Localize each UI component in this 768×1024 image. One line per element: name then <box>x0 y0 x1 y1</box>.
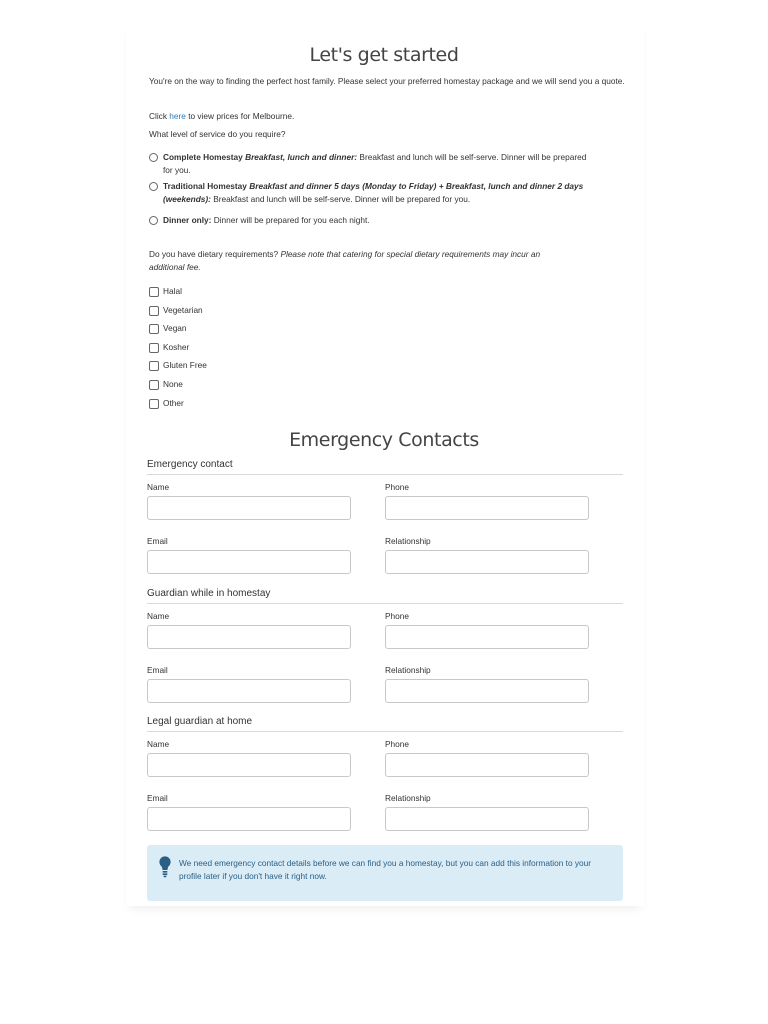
homestay-guardian-phone-input[interactable] <box>385 625 589 649</box>
dietary-question-text: Do you have dietary requirements? <box>149 249 279 259</box>
dietary-checkbox[interactable] <box>149 361 159 371</box>
service-option-text: Breakfast and lunch will be self-serve. Dinner will be prepared for you. <box>163 152 587 175</box>
homestay-guardian-relationship-label: Relationship <box>385 665 431 675</box>
homestay-guardian-email-input[interactable] <box>147 679 351 703</box>
emergency-contact-phone-label: Phone <box>385 482 409 492</box>
dietary-option-label: Vegetarian <box>163 304 203 315</box>
emergency-contact-name-label: Name <box>147 482 170 492</box>
homestay-guardian-name-label: Name <box>147 611 170 621</box>
info-note-text: We need emergency contact details before we can find you a homestay, but you can add this information to your profile later if you don't have it right now. <box>179 858 592 881</box>
service-option-text: Dinner will be prepared for you each night. <box>211 215 370 225</box>
dietary-option-label: Gluten Free <box>163 360 207 371</box>
service-radio-complete[interactable] <box>149 153 158 162</box>
emergency-contact-relationship-label: Relationship <box>385 536 431 546</box>
dietary-option-label: Kosher <box>163 341 190 352</box>
service-option-complete <box>163 151 593 177</box>
service-option-dinner-only <box>163 214 593 227</box>
dietary-option-label: Other <box>163 397 184 408</box>
service-option-name: Complete Homestay <box>163 152 243 162</box>
service-option-text: Breakfast and lunch will be self-serve. Dinner will be prepared for you. <box>210 194 471 204</box>
home-guardian-name-label: Name <box>147 739 170 749</box>
emergency-title: Emergency Contacts <box>289 429 479 451</box>
homestay-guardian-email-label: Email <box>147 665 168 675</box>
emergency-contact-relationship-input[interactable] <box>385 550 589 574</box>
dietary-checkbox[interactable] <box>149 287 159 297</box>
home-guardian-phone-label: Phone <box>385 739 409 749</box>
lightbulb-icon <box>159 856 171 878</box>
dietary-note: Please note that catering for special dietary requirements may incur an additional fee. <box>149 249 541 272</box>
home-guardian-relationship-label: Relationship <box>385 793 431 803</box>
dietary-checkbox[interactable] <box>149 306 159 316</box>
dietary-option-label: Halal <box>163 286 182 296</box>
service-radio-dinner-only[interactable] <box>149 216 158 225</box>
dietary-option-label: None <box>163 379 183 389</box>
page-title: Let's get started <box>309 44 459 66</box>
home-guardian-relationship-input[interactable] <box>385 807 589 831</box>
emergency-contact-email-input[interactable] <box>147 550 351 574</box>
dietary-checkbox[interactable] <box>149 380 159 390</box>
homestay-guardian-heading: Guardian while in homestay <box>147 588 623 604</box>
emergency-contact-name-input[interactable] <box>147 496 351 520</box>
intro-description: You're on the way to finding the perfect host family. Please select your preferred homestay package and we will send you a quote. <box>149 76 625 86</box>
prices-line-prefix: Click <box>149 111 170 121</box>
dietary-checkbox[interactable] <box>149 343 159 353</box>
prices-line-suffix: to view prices for Melbourne. <box>185 111 295 121</box>
service-option-traditional <box>163 180 593 206</box>
dietary-checkbox[interactable] <box>149 324 159 334</box>
emergency-contact-email-label: Email <box>147 536 168 546</box>
dietary-checkbox[interactable] <box>149 399 159 409</box>
service-option-name: Dinner only: <box>163 215 212 225</box>
dietary-question <box>149 248 569 274</box>
home-guardian-phone-input[interactable] <box>385 753 589 777</box>
homestay-guardian-phone-label: Phone <box>385 611 409 621</box>
home-guardian-email-input[interactable] <box>147 807 351 831</box>
home-guardian-email-label: Email <box>147 793 168 803</box>
service-radio-traditional[interactable] <box>149 182 158 191</box>
home-guardian-heading: Legal guardian at home <box>147 716 623 732</box>
emergency-contact-phone-input[interactable] <box>385 496 589 520</box>
prices-line <box>149 110 629 123</box>
emergency-contact-heading: Emergency contact <box>147 459 623 475</box>
service-option-meals: Breakfast and dinner 5 days (Monday to Friday) + Breakfast, lunch and dinner 2 days (weekends): <box>163 181 584 204</box>
home-guardian-name-input[interactable] <box>147 753 351 777</box>
homestay-guardian-relationship-input[interactable] <box>385 679 589 703</box>
service-question: What level of service do you require? <box>149 129 286 139</box>
info-note <box>147 845 623 901</box>
prices-link[interactable]: here <box>169 111 186 121</box>
service-option-name: Traditional Homestay <box>163 181 247 191</box>
homestay-guardian-name-input[interactable] <box>147 625 351 649</box>
dietary-option-label: Vegan <box>163 323 187 334</box>
service-option-meals: Breakfast, lunch and dinner: <box>245 152 358 162</box>
